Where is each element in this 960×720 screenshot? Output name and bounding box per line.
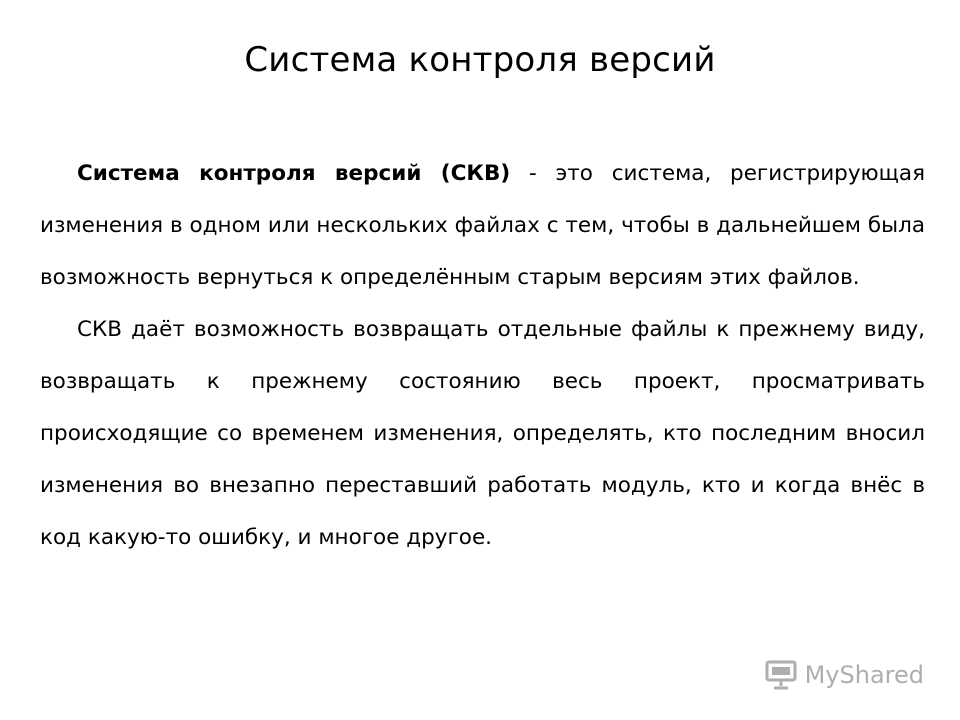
watermark-text: MyShared bbox=[804, 661, 924, 689]
paragraph-definition bbox=[40, 148, 925, 304]
slide-title: Система контроля версий bbox=[244, 40, 716, 80]
definition-term: Система контроля версий (СКВ) bbox=[77, 161, 511, 186]
definition-text: - это система, регистрирующая изменения в одном или нескольких файлах с тем, чтобы в дальнейшем была возможность вернуться к определённым старым версиям этих файлов. bbox=[40, 161, 925, 290]
paragraph-capabilities: СКВ даёт возможность возвращать отдельные файлы к прежнему виду, возвращать к прежнему состоянию весь проект, просматривать происходящие со временем изменения, определять, кто последним вносил изменения во внезапно переставший работать модуль, кто и когда внёс в код какую-то ошибку, и многое другое. bbox=[40, 317, 925, 550]
projector-icon bbox=[764, 660, 798, 690]
slide-body bbox=[40, 148, 925, 564]
watermark bbox=[764, 660, 924, 690]
